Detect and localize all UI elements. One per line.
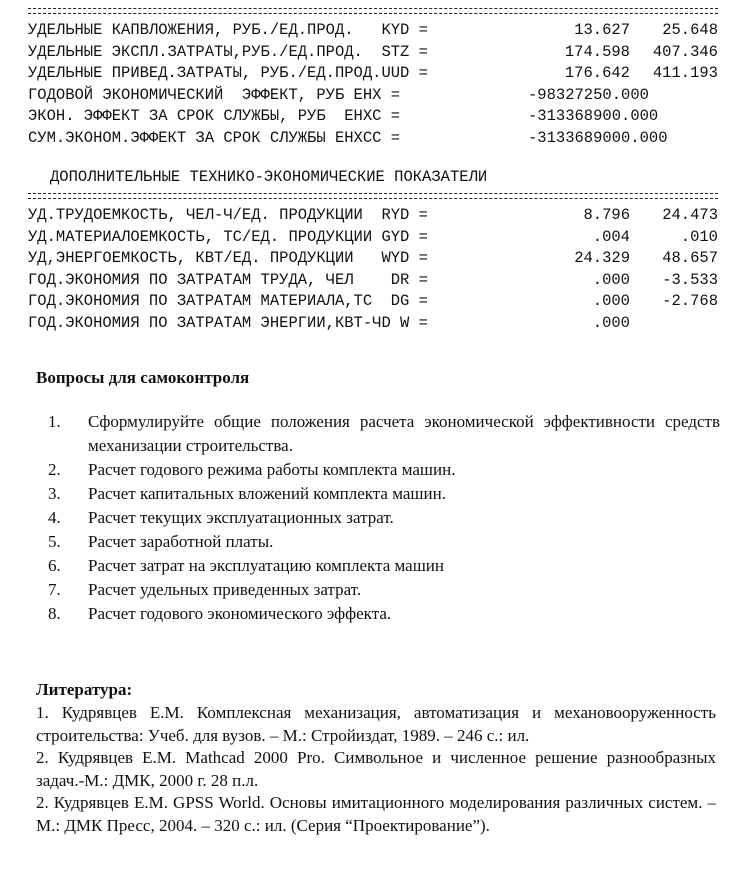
row-label: УД.МАТЕРИАЛОЕМКОСТЬ, ТС/ЕД. ПРОДУКЦИИ GYD =: [28, 227, 438, 246]
printout-row: [28, 291, 718, 313]
printout-row: [28, 42, 718, 64]
row-value: 407.346: [652, 42, 718, 61]
row-value: -98327250.000: [528, 85, 649, 104]
row-label: УДЕЛЬНЫЕ ЭКСПЛ.ЗАТРАТЫ,РУБ./ЕД.ПРОД. STZ =: [28, 42, 438, 61]
separator-line: [28, 8, 718, 14]
printout-row: [28, 248, 718, 270]
item-number: 8.: [48, 604, 61, 623]
row-label: ГОД.ЭКОНОМИЯ ПО ЗАТРАТАМ МАТЕРИАЛА,ТС DG =: [28, 292, 438, 310]
item-text: Расчет заработной платы.: [88, 532, 274, 551]
list-item: [36, 458, 720, 482]
row-value: 13.627: [574, 21, 630, 39]
program-printout: [28, 0, 718, 334]
row-label: ГОД.ЭКОНОМИЯ ПО ЗАТРАТАМ ЭНЕРГИИ,КВТ-ЧD W =: [28, 313, 438, 332]
list-item: [36, 602, 720, 626]
item-text: Расчет затрат на эксплуатацию комплекта машин: [88, 556, 444, 575]
row-label: ЭКОН. ЭФФЕКТ ЗА СРОК СЛУЖБЫ, РУБ EHXC =: [28, 107, 410, 125]
printout-row: [28, 313, 718, 335]
row-label: СУМ.ЭКОНОМ.ЭФФЕКТ ЗА СРОК СЛУЖБЫ EHXCC =: [28, 128, 401, 147]
list-item: [36, 530, 720, 554]
row-value: .004: [592, 227, 630, 246]
list-item: [36, 506, 720, 530]
item-text: Сформулируйте общие положения расчета экономической эффективности средств механизации строительства.: [88, 412, 720, 455]
row-label: ГОДОВОЙ ЭКОНОМИЧЕСКИЙ ЭФФЕКТ, РУБ EHX =: [28, 85, 410, 104]
row-value: 24.473: [662, 206, 718, 224]
row-value: 174.598: [564, 42, 630, 61]
row-label: ГОД.ЭКОНОМИЯ ПО ЗАТРАТАМ ТРУДА, ЧЕЛ DR =: [28, 270, 438, 289]
row-value: .000: [592, 313, 630, 332]
printout-subheading: ДОПОЛНИТЕЛЬНЫЕ ТЕХНИКО-ЭКОНОМИЧЕСКИЕ ПОКАЗАТЕЛИ: [50, 168, 488, 186]
row-value: -2.768: [662, 292, 718, 310]
row-value: 176.642: [564, 64, 630, 82]
printout-row: [28, 20, 718, 42]
item-number: 6.: [48, 556, 61, 575]
printout-row: [28, 227, 718, 249]
item-number: 2.: [48, 460, 61, 479]
item-text: Расчет удельных приведенных затрат.: [88, 580, 362, 599]
literature-heading: Литература:: [36, 680, 133, 699]
printout-row: [28, 270, 718, 292]
separator-line: [28, 193, 718, 199]
row-value: 24.329: [574, 249, 630, 267]
printout-row: [28, 63, 718, 85]
item-text: Расчет годового режима работы комплекта машин.: [88, 460, 456, 479]
row-label: УД.ТРУДОЕМКОСТЬ, ЧЕЛ-Ч/ЕД. ПРОДУКЦИИ RYD =: [28, 206, 438, 224]
item-number: 5.: [48, 532, 61, 551]
reference-item: 2. Кудрявцев Е.М. GPSS World. Основы имитационного моделирования различных систем. – М.: ДМК Пресс, 2004. – 320 с.: ил. (Серия “Проектирование”).: [36, 793, 716, 835]
printout-row: [28, 106, 718, 128]
list-item: [36, 578, 720, 602]
item-text: Расчет годового экономического эффекта.: [88, 604, 392, 623]
self-check-questions: [36, 366, 720, 626]
item-number: 4.: [48, 508, 61, 527]
printout-row: [28, 128, 718, 150]
row-label: УД,ЭНЕРГОЕМКОСТЬ, КВТ/ЕД. ПРОДУКЦИИ WYD =: [28, 249, 438, 267]
row-value: 411.193: [652, 64, 718, 82]
row-value: 8.796: [583, 206, 630, 224]
questions-list: [36, 410, 720, 626]
row-value: [630, 313, 718, 335]
item-number: 3.: [48, 484, 61, 503]
printout-row: [28, 205, 718, 227]
reference-item: 2. Кудрявцев Е.М. Mathcad 2000 Pro. Символьное и численное решение разнообразных задач.-М.: ДМК, 2000 г. 28 п.л.: [36, 748, 716, 790]
printout-row: [28, 85, 718, 107]
row-label: УДЕЛЬНЫЕ КАПВЛОЖЕНИЯ, РУБ./ЕД.ПРОД. KYD =: [28, 21, 438, 39]
row-value: .000: [592, 292, 630, 310]
item-number: 7.: [48, 580, 61, 599]
row-value: 48.657: [662, 249, 718, 267]
item-text: Расчет текущих эксплуатационных затрат.: [88, 508, 394, 527]
row-value: -313368900.000: [528, 107, 659, 125]
row-label: УДЕЛЬНЫЕ ПРИВЕД.ЗАТРАТЫ, РУБ./ЕД.ПРОД.UUD =: [28, 64, 438, 82]
item-text: Расчет капитальных вложений комплекта машин.: [88, 484, 446, 503]
row-value: 25.648: [662, 21, 718, 39]
row-value: -3133689000.000: [528, 128, 668, 147]
row-value: -3.533: [662, 270, 718, 289]
list-item: [36, 554, 720, 578]
questions-heading: Вопросы для самоконтроля: [36, 368, 250, 387]
item-number: 1.: [48, 412, 61, 431]
row-value: .010: [680, 227, 718, 246]
reference-item: 1. Кудрявцев Е.М. Комплексная механизация, автоматизация и механовооруженность строительства: Учеб. для вузов. – М.: Стройиздат, 1989. – 246 с.: ил.: [36, 703, 716, 745]
literature-section: [36, 678, 716, 837]
list-item: [36, 482, 720, 506]
row-value: .000: [592, 270, 630, 289]
list-item: [36, 410, 720, 458]
